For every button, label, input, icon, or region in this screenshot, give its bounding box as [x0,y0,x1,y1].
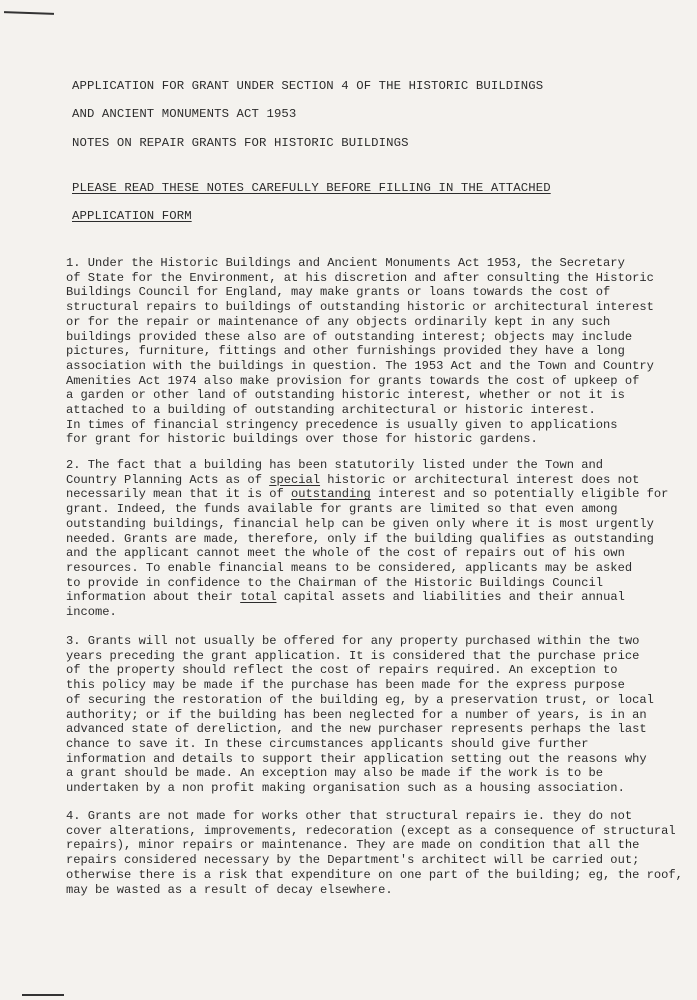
paragraph-line: for grant for historic buildings over those for historic gardens. [66,432,538,447]
paragraph-line: may be wasted as a result of decay elsewhere. [66,882,393,897]
paragraph-line: otherwise there is a risk that expenditure on one part of the building; eg, the roof, [66,867,683,882]
paragraph-2 [66,458,678,620]
paragraph-line: Buildings Council for England, may make grants or loans towards the cost of [66,285,611,300]
paragraph-3 [66,634,678,796]
heading-instruction-line-2: APPLICATION FORM [72,209,192,223]
paragraph-line: or for the repair or maintenance of any objects ordinarily kept in any such [66,314,611,329]
paragraph-line: outstanding buildings, financial help can be given only where it is most urgently [66,516,654,531]
paragraph-line: of securing the restoration of the building eg, by a preservation trust, or local [66,692,654,707]
paragraph-line: advanced state of dereliction, and the new purchaser represents perhaps the last [66,722,647,737]
paragraph-line: of State for the Environment, at his discretion and after consulting the Historic [66,270,654,285]
paragraph-line: a grant should be made. An exception may also be made if the work is to be [66,766,604,781]
paragraph-line: Amenities Act 1974 also make provision for grants towards the cost of upkeep of [66,373,640,388]
paragraph-line: a garden or other land of outstanding historic interest, whether or not it is [66,388,625,403]
paragraph-line: cover alterations, improvements, redecoration (except as a consequence of structural [66,823,676,838]
paragraph-line: 2. The fact that a building has been statutorily listed under the Town and [66,458,604,472]
punch-mark [4,11,54,15]
heading-instruction-line-1: PLEASE READ THESE NOTES CAREFULLY BEFORE FILLING IN THE ATTACHED [72,181,551,195]
paragraph-line: structural repairs to buildings of outstanding historic or architectural interest [66,300,654,315]
paragraph-line: repairs), minor repairs or maintenance. They are made on condition that all the [66,838,640,853]
paragraph-line: 1. Under the Historic Buildings and Ancient Monuments Act 1953, the Secretary [66,256,625,270]
paragraph-line: necessarily mean that it is of outstanding interest and so potentially eligible for [66,487,669,502]
paragraph-line: resources. To enable financial means to be considered, applicants may be asked [66,560,633,575]
paragraph-line: and the applicant cannot meet the whole of the cost of repairs out of his own [66,546,625,561]
paragraph-line: chance to save it. In these circumstances applicants should give further [66,736,589,751]
paragraph-line: repairs considered necessary by the Department's architect will be carried out; [66,853,640,868]
paragraph-line: 4. Grants are not made for works other that structural repairs ie. they do not [66,809,633,823]
heading-title-line-2: AND ANCIENT MONUMENTS ACT 1953 [72,107,297,121]
paragraph-line: Country Planning Acts as of special historic or architectural interest does not [66,472,640,487]
paragraph-line: years preceding the grant application. It is considered that the purchase price [66,648,640,663]
paragraph-line: 3. Grants will not usually be offered for any property purchased within the two [66,634,640,648]
paragraph-line: grant. Indeed, the funds available for grants are limited so that even among [66,502,618,517]
paragraph-line: association with the buildings in question. The 1953 Act and the Town and Country [66,358,654,373]
paragraph-line: of the property should reflect the cost of repairs required. An exception to [66,663,618,678]
paragraph-line: needed. Grants are made, therefore, only if the building qualifies as outstanding [66,531,654,546]
paragraph-4 [66,809,683,897]
heading-title-line-1: APPLICATION FOR GRANT UNDER SECTION 4 OF THE HISTORIC BUILDINGS [72,79,544,93]
paragraph-line: to provide in confidence to the Chairman of the Historic Buildings Council [66,575,604,590]
paragraph-line: buildings provided these also are of outstanding interest; objects may include [66,329,633,344]
paragraph-line: income. [66,605,117,620]
punch-mark [22,994,64,996]
paragraph-1 [66,256,678,447]
heading-notes: NOTES ON REPAIR GRANTS FOR HISTORIC BUILDINGS [72,136,409,150]
paragraph-line: authority; or if the building has been neglected for a number of years, is in an [66,707,647,722]
paragraph-line: this policy may be made if the purchase has been made for the express purpose [66,678,625,693]
paragraph-line: pictures, furniture, fittings and other furnishings provided they have a long [66,344,625,359]
paragraph-line: undertaken by a non profit making organisation such as a housing association. [66,781,625,796]
paragraph-line: information and details to support their application setting out the reasons why [66,751,647,766]
paragraph-line: information about their total capital assets and liabilities and their annual [66,590,625,605]
paragraph-line: In times of financial stringency precedence is usually given to applications [66,417,618,432]
paragraph-line: attached to a building of outstanding architectural or historic interest. [66,403,596,418]
